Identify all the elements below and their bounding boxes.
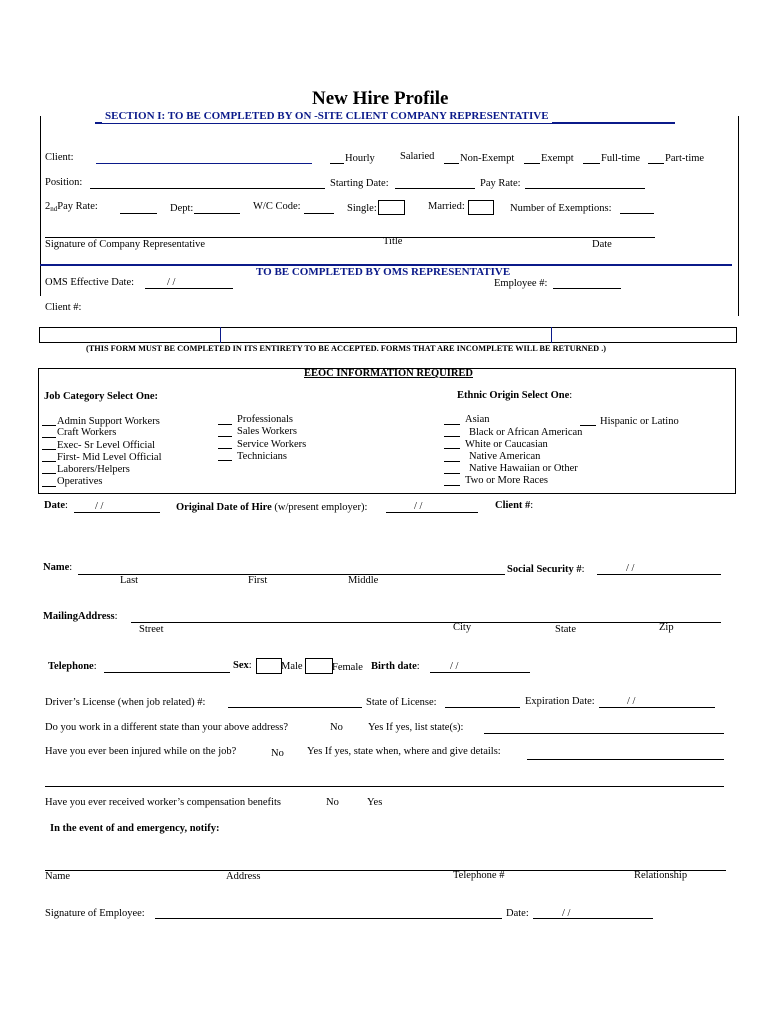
drivers-license-label: Driver’s License (when job related) #: [45, 697, 206, 708]
job-laborers-helpers: Laborers/Helpers [57, 464, 130, 475]
single-checkbox[interactable] [378, 200, 405, 215]
job-check-laborers[interactable] [42, 473, 56, 474]
job-exec-official: Exec- Sr Level Official [57, 440, 156, 451]
oms-grid-divider-2 [551, 327, 552, 343]
eeoc-date-value: / / [95, 501, 104, 512]
q-different-state-yes[interactable]: Yes If yes, list state(s): [368, 722, 464, 733]
eeoc-date-field[interactable] [74, 512, 160, 513]
ethnic-check-asian[interactable] [444, 424, 460, 425]
ec-telephone-caption: Telephone # [453, 870, 505, 881]
signature-line[interactable] [45, 237, 655, 238]
ssn-label: Social Security #: [507, 564, 585, 575]
name-field[interactable] [78, 574, 505, 575]
ethnic-native-american: Native American [469, 451, 541, 462]
ec-name-caption: Name [45, 871, 71, 882]
dept-label: Dept: [170, 203, 194, 214]
job-first-mid-official: First- Mid Level Official [57, 452, 162, 463]
job-professionals: Professionals [237, 414, 293, 425]
starting-date-label: Starting Date: [330, 178, 389, 189]
q-workers-comp-no[interactable]: No [326, 797, 339, 808]
married-checkbox[interactable] [468, 200, 494, 215]
birth-date-field[interactable] [430, 672, 530, 673]
hourly-check[interactable] [330, 163, 344, 164]
original-hire-label: Original Date of Hire (w/present employer): [176, 502, 368, 513]
completion-notice: (THIS FORM MUST BE COMPLETED IN ITS ENTIRETY TO BE ACCEPTED. FORMS THAT ARE INCOMPLETE WILL BE RETURNED .) [86, 344, 607, 353]
non-exempt-label: Non-Exempt [460, 153, 515, 164]
birth-date-value: / / [450, 661, 459, 672]
name-middle-caption: Middle [348, 575, 379, 586]
ethnic-two-or-more: Two or More Races [465, 475, 548, 486]
client-field[interactable] [96, 163, 312, 164]
name-last-caption: Last [120, 575, 139, 586]
ethnic-native-hawaiian: Native Hawaiian or Other [469, 463, 578, 474]
name-label: Name: [43, 562, 73, 573]
q-different-state-no[interactable]: No [330, 722, 343, 733]
non-exempt-check[interactable] [444, 163, 459, 164]
job-check-exec[interactable] [42, 449, 56, 450]
job-check-craft[interactable] [42, 437, 56, 438]
full-time-check[interactable] [583, 163, 600, 164]
oms-banner: TO BE COMPLETED BY OMS REPRESENTATIVE [253, 266, 513, 279]
job-check-first-mid[interactable] [42, 461, 56, 462]
eeoc-date-label: Date: [44, 500, 68, 511]
ethnic-hispanic-latino: Hispanic or Latino [600, 416, 679, 427]
pay-rate-field[interactable] [525, 188, 645, 189]
ec-relationship-caption: Relationship [634, 870, 688, 881]
ethnic-check-black[interactable] [444, 436, 460, 437]
q-workers-comp-yes[interactable]: Yes [367, 797, 383, 808]
wc-code-label: W/C Code: [253, 201, 301, 212]
employee-signature-field[interactable] [155, 918, 502, 919]
zip-caption: Zip [659, 622, 674, 633]
sex-female-label: Female [332, 662, 363, 673]
injury-details-line-2[interactable] [45, 786, 724, 787]
job-admin-support: Admin Support Workers [57, 416, 160, 427]
ethnic-check-two-or-more[interactable] [444, 485, 460, 486]
job-craft-workers: Craft Workers [57, 427, 117, 438]
ethnic-white: White or Caucasian [465, 439, 548, 450]
employee-date-label: Date: [506, 908, 529, 919]
telephone-label: Telephone: [48, 661, 97, 672]
exempt-check[interactable] [524, 163, 540, 164]
original-hire-field[interactable] [386, 512, 478, 513]
sex-female-checkbox[interactable] [305, 658, 333, 674]
mailing-address-label: MailingAddress: [43, 611, 118, 622]
employee-signature-label: Signature of Employee: [45, 908, 145, 919]
expiration-date-label: Expiration Date: [525, 696, 595, 707]
exemptions-field[interactable] [620, 213, 654, 214]
emergency-contact-line[interactable] [45, 870, 726, 871]
ethnic-origin-label: Ethnic Origin Select One: [457, 390, 573, 401]
job-service-workers: Service Workers [237, 439, 307, 450]
hourly-label: Hourly [345, 153, 375, 164]
oms-client-label: Client #: [45, 302, 82, 313]
oms-effective-date-field[interactable] [145, 288, 233, 289]
rep-signature-label: Signature of Company Representative [45, 239, 206, 250]
ethnic-check-hawaiian[interactable] [444, 473, 460, 474]
employee-date-value: / / [562, 908, 571, 919]
q-injured: Have you ever been injured while on the job? [45, 746, 237, 757]
ssn-value: / / [626, 563, 635, 574]
q-different-state: Do you work in a different state than your above address? [45, 722, 288, 733]
exemptions-label: Number of Exemptions: [510, 203, 612, 214]
telephone-field[interactable] [104, 672, 230, 673]
mailing-address-field[interactable] [131, 622, 721, 623]
state-of-license-label: State of License: [366, 697, 437, 708]
rep-date-label: Date [592, 239, 612, 250]
expiration-date-field[interactable] [599, 707, 715, 708]
full-time-label: Full-time [601, 153, 641, 164]
position-label: Position: [45, 177, 83, 188]
wc-code-field[interactable] [304, 213, 334, 214]
oms-grid-row [39, 327, 737, 343]
sex-male-label: Male [281, 661, 303, 672]
original-hire-value: / / [414, 501, 423, 512]
second-pay-rate-label: 2ndPay Rate: [45, 201, 98, 213]
oms-effective-date-label: OMS Effective Date: [45, 277, 135, 288]
q-injured-no[interactable]: No [271, 748, 284, 759]
job-check-sales[interactable] [218, 436, 232, 437]
job-category-label: Job Category Select One: [44, 391, 159, 402]
city-caption: City [453, 622, 472, 633]
section1-right-border [738, 116, 739, 316]
job-check-professionals[interactable] [218, 424, 232, 425]
ethnic-check-white[interactable] [444, 448, 460, 449]
employee-date-field[interactable] [533, 918, 653, 919]
job-technicians: Technicians [237, 451, 287, 462]
injury-details-field[interactable] [527, 759, 724, 760]
eeoc-box [38, 368, 736, 494]
emergency-contact-heading: In the event of and emergency, notify: [50, 823, 220, 834]
states-list-field[interactable] [484, 733, 724, 734]
q-injured-yes[interactable]: Yes If yes, state when, where and give details: [307, 746, 501, 757]
employee-number-label: Employee #: [494, 278, 548, 289]
job-check-service[interactable] [218, 448, 232, 449]
ec-address-caption: Address [226, 871, 261, 882]
employee-number-field[interactable] [553, 288, 621, 289]
expiration-date-value: / / [627, 696, 636, 707]
ethnic-check-native-american[interactable] [444, 461, 460, 462]
name-first-caption: First [248, 575, 268, 586]
ethnic-check-hispanic[interactable] [580, 425, 596, 426]
salaried-label: Salaried [400, 151, 435, 162]
birth-date-label: Birth date: [371, 661, 420, 672]
job-check-admin[interactable] [42, 425, 56, 426]
dept-field[interactable] [194, 213, 240, 214]
state-caption: State [555, 624, 576, 635]
client-label: Client: [45, 152, 74, 163]
sex-male-checkbox[interactable] [256, 658, 282, 674]
ethnic-black: Black or African American [469, 427, 583, 438]
eeoc-client-label: Client #: [495, 500, 534, 511]
oms-grid-divider-1 [220, 327, 221, 343]
job-sales-workers: Sales Workers [237, 426, 297, 437]
married-label: Married: [428, 201, 465, 212]
exempt-label: Exempt [541, 153, 574, 164]
position-field[interactable] [90, 188, 325, 189]
part-time-check[interactable] [648, 163, 664, 164]
eeoc-header: EEOC INFORMATION REQUIRED [304, 368, 473, 379]
ethnic-asian: Asian [465, 414, 490, 425]
job-operatives: Operatives [57, 476, 103, 487]
part-time-label: Part-time [665, 153, 705, 164]
starting-date-field[interactable] [395, 188, 475, 189]
single-label: Single: [347, 203, 377, 214]
section1-left-border [40, 116, 41, 296]
page-title: New Hire Profile [312, 88, 449, 109]
sex-label: Sex: [233, 660, 252, 671]
state-of-license-field[interactable] [445, 707, 520, 708]
rep-title-label: Title [383, 236, 403, 247]
job-check-operatives[interactable] [42, 486, 56, 487]
q-workers-comp: Have you ever received worker’s compensation benefits [45, 797, 281, 808]
pay-rate-label: Pay Rate: [480, 178, 521, 189]
ssn-field[interactable] [597, 574, 721, 575]
section1-banner: SECTION I: TO BE COMPLETED BY ON -SITE CLIENT COMPANY REPRESENTATIVE [102, 110, 552, 123]
second-pay-rate-field[interactable] [120, 213, 157, 214]
job-check-technicians[interactable] [218, 460, 232, 461]
oms-effective-date-value: / / [167, 277, 176, 288]
drivers-license-field[interactable] [228, 707, 362, 708]
street-caption: Street [139, 624, 164, 635]
